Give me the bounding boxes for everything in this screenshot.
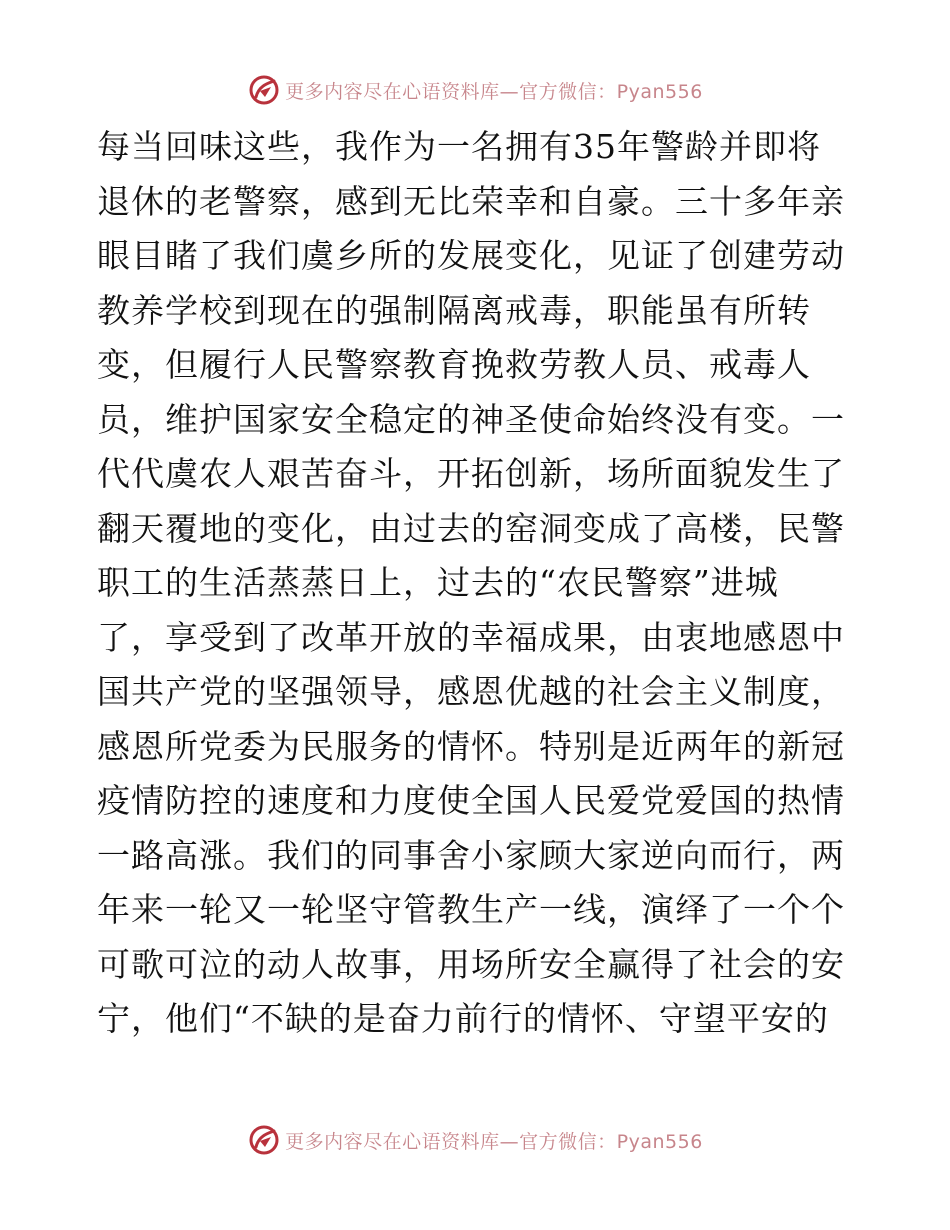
article-line: 每当回味这些，我作为一名拥有35年警龄并即将: [97, 127, 821, 166]
article-body: [97, 120, 857, 1047]
red-swirl-logo-icon: [247, 73, 281, 107]
article-line: 疫情防控的速度和力度使全国人民爱党爱国的热情: [97, 781, 845, 820]
article-line: 国共产党的坚强领导，感恩优越的社会主义制度，: [97, 672, 845, 711]
article-line: 职工的生活蒸蒸日上，过去的“农民警察”进城: [97, 563, 779, 602]
article-line: 代代虞农人艰苦奋斗，开拓创新，场所面貌发生了: [97, 454, 845, 493]
article-line: 员，维护国家安全稳定的神圣使命始终没有变。一: [97, 399, 845, 439]
article-line: 感恩所党委为民服务的情怀。特别是近两年的新冠: [97, 726, 845, 766]
article-line: 退休的老警察，感到无比荣幸和自豪。三十多年亲: [97, 181, 845, 221]
header-banner: [0, 70, 950, 110]
red-swirl-logo-icon: [247, 1123, 281, 1157]
article-line: 一路高涨。我们的同事舍小家顾大家逆向而行，两: [97, 835, 845, 875]
footer-banner: [0, 1120, 950, 1160]
article-line: 了，享受到了改革开放的幸福成果，由衷地感恩中: [97, 617, 845, 657]
article-line: 年来一轮又一轮坚守管教生产一线，演绎了一个个: [97, 890, 845, 929]
footer-banner-text: 更多内容尽在心语资料库—官方微信：Pyan556: [285, 1130, 703, 1153]
article-line: 宁，他们“不缺的是奋力前行的情怀、守望平安的: [97, 999, 829, 1038]
article-line: 可歌可泣的动人故事，用场所安全赢得了社会的安: [97, 944, 845, 984]
article-line: 翻天覆地的变化，由过去的窑洞变成了高楼，民警: [97, 508, 845, 548]
article-line: 眼目睹了我们虞乡所的发展变化，见证了创建劳动: [97, 236, 845, 275]
article-line: 教养学校到现在的强制隔离戒毒，职能虽有所转: [97, 290, 811, 330]
header-banner-text: 更多内容尽在心语资料库—官方微信：Pyan556: [285, 80, 703, 103]
article-line: 变，但履行人民警察教育挽救劳教人员、戒毒人: [97, 345, 811, 384]
